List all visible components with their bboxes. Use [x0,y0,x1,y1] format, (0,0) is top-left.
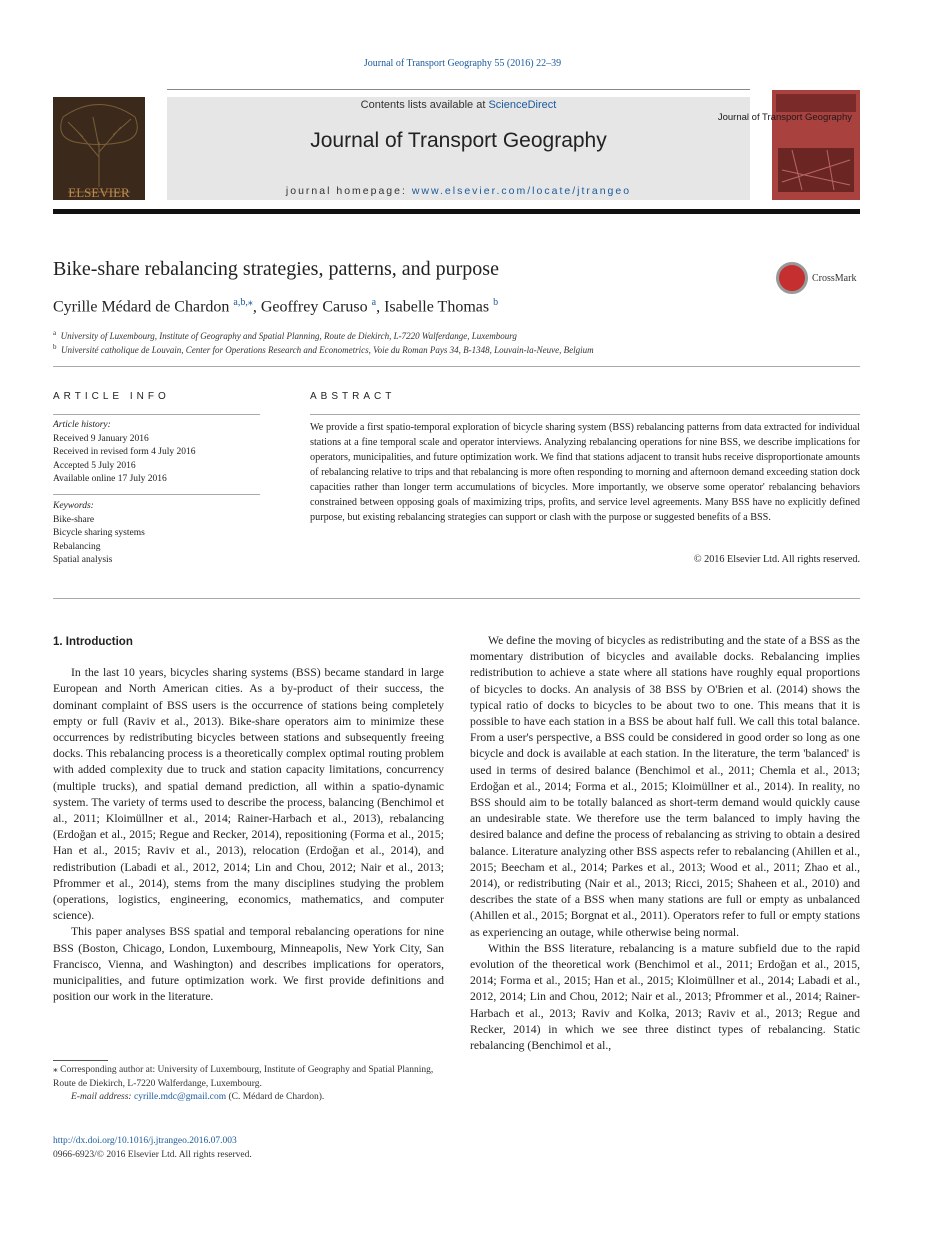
svg-text:ELSEVIER: ELSEVIER [68,185,130,200]
abstract-heading: ABSTRACT [310,391,396,402]
author-name[interactable]: , Isabelle Thomas [376,298,490,316]
paragraph: Within the BSS literature, rebalancing is a mature subfield due to the rapid evolution of the theoretical work (Benchimol et al., 2011; Erdoğan et al., 2015, 2014; Forma et al., 2015; Han et al., 2015; Kloimüllner et al., 2014; Labadi et al., 2012, 2014; Lin and Chou, 2012; Nair et al., 2013; Pfrommer et al., 2014; Rainer-Harbach et al., 2013; Raviv and Kolka, 2013; Raviv et al., 2013; Regue and Recker, 2014) in which we see three distinct types of rebalancing. Static rebalancing (Benchimol et al., [470,941,860,1053]
article-info-heading: ARTICLE INFO [53,391,170,402]
history-online: Available online 17 July 2016 [53,474,167,484]
svg-text:Journal of Transport Geography: Journal of Transport Geography [717,112,852,123]
email-link[interactable]: cyrille.mdc@gmail.com [133,1092,227,1102]
article-history [53,419,195,487]
divider [53,366,860,367]
email-line: E-mail address: cyrille.mdc@gmail.com (C. Médard de Chardon). [71,1092,325,1102]
section-heading: 1. Introduction [53,636,133,648]
elsevier-logo [53,97,145,200]
crossmark-label: CrossMark [812,273,857,284]
author-affiliation-mark[interactable]: a [371,297,377,308]
footnote-rule [53,1060,108,1061]
article-title: Bike-share rebalancing strategies, patterns, and purpose [53,258,499,280]
journal-cover-image [717,90,860,200]
paragraph: We define the moving of bicycles as redistributing and the state of a BSS as the momentary distribution of bicycles and available docks. Rebalancing implies redistribution to achieve a state where all stations have roughly equal proportions of bicycles to docks. An analysis of 38 BSS by O'Brien et al. (2014) shows the typical ratio of docks to bicycles to be about two to one. This means that it is possible to have each station in a BSS be about half full. We call this total balance. From a user's perspective, a BSS could be considered in good order so long as one bicycle and dock is available at each station. In the literature, the term 'balanced' is used in terms of desired balance (Benchimol et al., 2011; Chemla et al., 2013; Erdoğan et al., 2014; Forma et al., 2015; Kloimüllner et al., 2014). In reality, no BSS should aim to be totally balanced as short-term demand would quickly cause an undesirable state. We therefore use the term balanced to imply having the desired balance and define the process of rebalancing as striving to obtain a desired balance. Literature analyzing other BSS aspects refer to rebalancing (Ahillen et al., 2015; Beecham et al., 2014; Parkes et al., 2013; Wood et al., 2011; Zhao et al., 2014), or redistributing (Nair et al., 2013; Ricci, 2015; Shaheen et al., 2010) and describes the state of a BSS when many stations are full or empty as unbalanced (Ahillen et al., 2015; Borgnat et al., 2011). Operators refer to full or empty stations as experiencing an outage, while otherwise being normal. [470,634,860,939]
footnote [53,1064,444,1105]
history-revised: Received in revised form 4 July 2016 [53,447,196,457]
history-received: Received 9 January 2016 [53,433,149,444]
doi-link[interactable]: http://dx.doi.org/10.1016/j.jtrangeo.2016.07.003 [53,1136,237,1146]
keyword: Rebalancing [53,541,101,552]
header-rule [167,89,750,90]
contents-line: Contents lists available at ScienceDirect [360,99,557,111]
journal-homepage: journal homepage: www.elsevier.com/locate/jtrangeo [285,185,632,197]
divider [53,598,860,599]
keyword: Bicycle sharing systems [53,528,145,538]
author-affiliation-mark[interactable]: b [493,297,499,308]
paragraph: In the last 10 years, bicycles sharing systems (BSS) became standard in large European and North American cities. As a by-product of their success, the dominant complaint of BSS users is the occurrence of stations being completely empty or full (Raviv et al., 2013). Bike-share operators aim to minimize these occurrences by redistributing bicycles between stations and subsequently freeing docks. This rebalancing process is a theoretically complex optimal routing problem with added complexity due to truck and station capacity limitations, concurrency (multiple trucks), and spatial demand prediction, all within a spatio-dynamic system. The variety of terms used to describe the process, balancing (Benchimol et al., 2011; Kloimüllner et al., 2014; Rainer-Harbach et al., 2013), rebalancing (Erdoğan et al., 2015; Regue and Recker, 2014), repositioning (Forma et al., 2015; Han et al., 2015; Raviv et al., 2013), relocation (Erdoğan et al., 2014), and redistribution (Labadi et al., 2012, 2014; Lin and Chou, 2012; Nair et al., 2013; Pfrommer et al., 2014), stems from the many disciplines studying the problem (operations, logistics, engineering, economics, mathematics, and computer science). [53,666,444,923]
body-left-column [53,634,444,1005]
abstract-text: We provide a first spatio-temporal exploration of bicycle sharing system (BSS) rebalancing patterns from data extracted for individual stations at a fine temporal scale and operator interviews. Analyzing rebalancing operations for nine BSS, we describe implications for operators, municipalities, and future optimization work. We find that stations adjacent to transit hubs receive disproportionate amounts of rebalancing relative to trips and that rebalancing is more often responding to morning and afternoon demand exceeding station dock capacities rather than longer term accumulations of bicycles. More importantly, we observe some operator' rebalancing behaviors constrained between opposing goals of maximizing trips, profits, and service level agreements. Many BSS have no explicitly defined purpose, but existing rebalancing strategies can support or clash with the purpose or suggested benefits of a BSS. [310,422,860,523]
keyword: Spatial analysis [53,555,113,565]
keyword: Bike-share [53,514,95,525]
journal-title: Journal of Transport Geography [310,129,607,152]
author-affiliation-mark[interactable]: a,b,⁎ [233,297,253,308]
journal-citation-link[interactable]: Journal of Transport Geography 55 (2016) 22–39 [363,58,562,69]
homepage-link[interactable]: www.elsevier.com/locate/jtrangeo [411,185,632,197]
divider [53,494,260,495]
author-name[interactable]: , Geoffrey Caruso [252,298,368,316]
corresponding-author-note: ⁎ Corresponding author at: University of Luxembourg, Institute of Geography and Spatial Planning, Route de Diekirch, L-7220 Walferdange, Luxembourg. [53,1065,434,1089]
keywords [53,500,145,568]
header-thick-rule [53,209,860,214]
sciencedirect-link[interactable]: ScienceDirect [488,99,557,111]
affiliation-a: $^a$ University of Luxembourg, Institute of Geography and Spatial Planning, Route de Diekirch, L-7220 Walferdange, Luxembourg [53,329,517,341]
body-right-column [470,633,860,1054]
author-name[interactable]: Cyrille Médard de Chardon [53,298,230,316]
divider [53,414,260,415]
journal-banner [167,97,750,200]
copyright: © 2016 Elsevier Ltd. All rights reserved. [693,554,860,565]
article-history-label: Article history: [53,420,111,430]
crossmark-icon[interactable] [776,262,808,294]
affiliation-b: $^b$ Université catholique de Louvain, Center for Operations Research and Econometrics, Voie du Roman Pays 34, B-1348, Louvain-la-Neuve, Belgium [53,343,594,355]
divider [310,414,860,415]
keywords-label: Keywords: [53,501,94,511]
issn-line: 0966-6923/© 2016 Elsevier Ltd. All rights reserved. [53,1149,252,1160]
history-accepted: Accepted 5 July 2016 [53,460,136,471]
paragraph: This paper analyses BSS spatial and temporal rebalancing operations for nine BSS (Boston, Chicago, London, Luxembourg, Minneapolis, New York City, San Francisco, Vienna, and Washington) and describes implications for operators, municipalities, and future optimization work. We first provide definitions and position our work in the literature. [53,925,444,1004]
doi-block [53,1135,252,1162]
author-list [53,297,498,316]
